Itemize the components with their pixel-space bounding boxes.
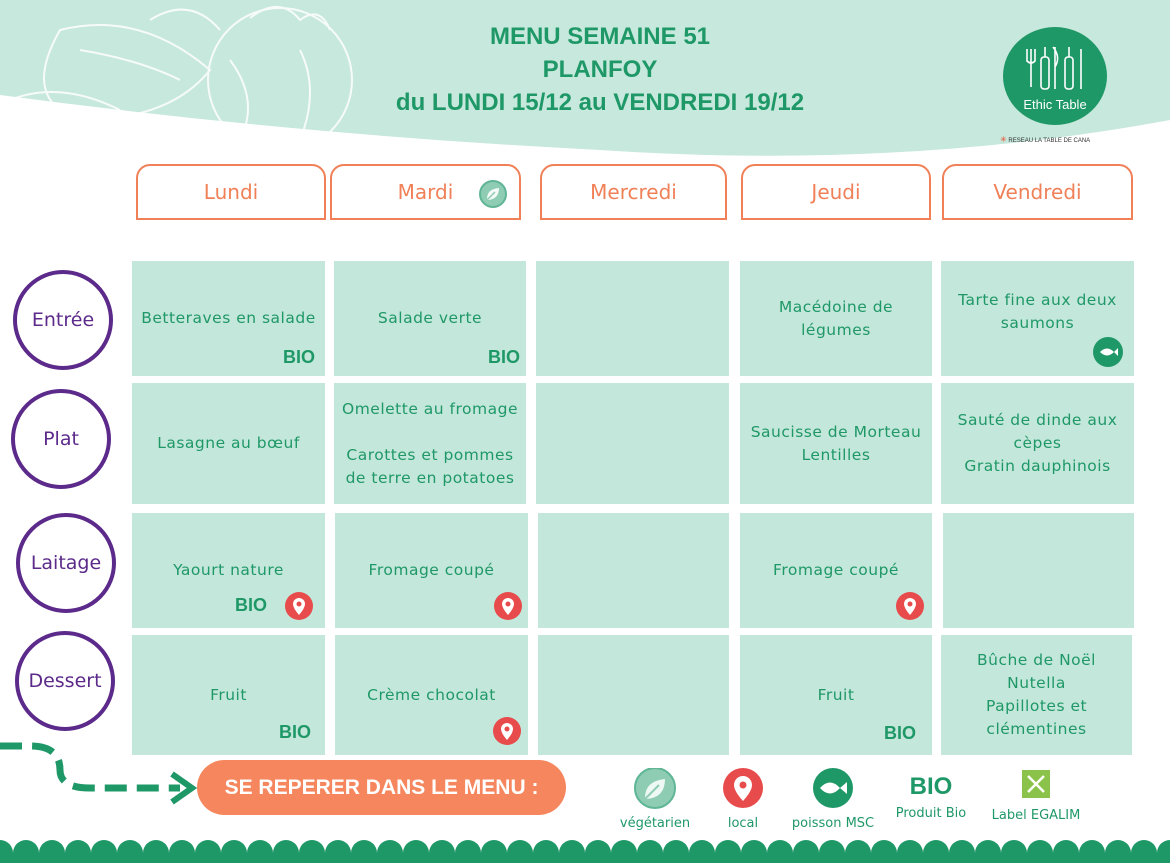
day-label: Jeudi: [811, 180, 861, 204]
day-header-mardi: [330, 164, 521, 220]
location-pin-icon: [285, 592, 313, 620]
legend-local: [713, 768, 773, 831]
menu-cell-laitage-jeudi: [740, 513, 932, 628]
dish-text: Fruit: [210, 685, 247, 704]
title-week: MENU SEMAINE 51: [489, 23, 711, 50]
menu-cell-laitage-mercredi: [538, 513, 729, 628]
row-label-laitage: [16, 513, 116, 613]
legend-poisson-msc: [786, 768, 880, 831]
location-pin-icon: [493, 717, 521, 745]
dish-text: Fromage coupé: [773, 561, 899, 579]
legend-vegetarien: [615, 768, 695, 831]
dish-text: Lasagne au bœuf: [157, 434, 300, 452]
fish-icon: [1093, 337, 1123, 367]
menu-cell-dessert-vendredi: [941, 635, 1132, 755]
dish-text: Tarte fine aux deux saumons: [958, 291, 1117, 332]
menu-cell-plat-mardi: [334, 383, 526, 504]
menu-title: [330, 20, 870, 119]
legend-label: poisson MSC: [791, 816, 875, 831]
logo-text: Ethic Table: [1023, 97, 1087, 112]
day-header-jeudi: [741, 164, 931, 220]
dish-text: Yaourt nature: [173, 561, 284, 579]
day-label: Mardi: [397, 180, 454, 204]
ethic-table-logo: [1001, 25, 1109, 127]
vegetable-illustration: [0, 0, 380, 150]
row-label-text: Entrée: [31, 309, 95, 331]
legend-label: végétarien: [619, 816, 691, 831]
legend-label: local: [727, 816, 759, 831]
day-label: Mercredi: [590, 180, 677, 204]
menu-cell-laitage-lundi: [132, 513, 325, 628]
day-header-vendredi: [942, 164, 1133, 220]
dish-text: Salade verte: [377, 309, 483, 327]
location-pin-icon: [494, 592, 522, 620]
network-label-text: RESEAU LA TABLE DE CANA: [1008, 138, 1091, 144]
dish-text: Omelette au fromage Carottes et pommes de terre en potatoes: [342, 399, 518, 487]
menu-cell-laitage-mardi: [335, 513, 528, 628]
row-label-plat: [11, 389, 111, 489]
network-label: [1000, 135, 1090, 144]
row-label-text: Dessert: [28, 670, 102, 692]
menu-cell-entree-jeudi: [740, 261, 932, 376]
leaf-icon: [479, 180, 507, 208]
menu-cell-dessert-mercredi: [538, 635, 729, 755]
menu-cell-entree-mercredi: [536, 261, 729, 376]
scallop-base: [0, 853, 1170, 863]
legend-produit-bio: [889, 768, 973, 821]
row-label-entree: [13, 270, 113, 370]
dish-text: Bûche de Noël Nutella Papillotes et clémentines: [977, 651, 1096, 738]
day-header-lundi: [136, 164, 326, 220]
location-pin-icon: [721, 768, 765, 812]
dish-text: Fromage coupé: [368, 561, 495, 579]
menu-cell-entree-vendredi: [941, 261, 1134, 376]
dish-text: Betteraves en salade: [141, 309, 316, 327]
legend-label: Produit Bio: [895, 806, 967, 821]
fish-icon: [811, 768, 855, 812]
legend-title-text: SE REPERER DANS LE MENU :: [224, 775, 539, 799]
leaf-icon: [633, 768, 677, 812]
dish-text: Fruit: [817, 685, 855, 704]
scalloped-border: [0, 835, 1170, 863]
day-label: Lundi: [203, 180, 259, 204]
bio-badge: BIO: [278, 722, 311, 742]
legend-egalim: [984, 768, 1088, 823]
legend-title: [197, 760, 566, 815]
dish-text: Crème chocolat: [367, 685, 496, 704]
day-label: Vendredi: [993, 180, 1082, 204]
title-location: PLANFOY: [542, 56, 658, 83]
legend-label: Label EGALIM: [991, 808, 1081, 823]
dashed-arrow-icon: [0, 740, 200, 810]
menu-cell-laitage-vendredi: [943, 513, 1134, 628]
menu-cell-plat-mercredi: [536, 383, 729, 504]
menu-cell-dessert-lundi: [132, 635, 325, 755]
bio-badge: BIO: [282, 347, 315, 367]
menu-cell-entree-lundi: [132, 261, 325, 376]
menu-cell-dessert-mardi: [335, 635, 528, 755]
dish-text: Sauté de dinde aux cèpes Gratin dauphinois: [957, 411, 1118, 475]
dish-text: Macédoine de légumes: [778, 297, 894, 339]
network-star-icon: ✳: [1000, 135, 1007, 144]
row-label-dessert: [15, 631, 115, 731]
location-pin-icon: [896, 592, 924, 620]
menu-cell-dessert-jeudi: [740, 635, 932, 755]
bio-badge: BIO: [487, 347, 520, 367]
bio-badge: BIO: [883, 723, 916, 743]
title-dates: du LUNDI 15/12 au VENDREDI 19/12: [395, 89, 805, 116]
dish-text: Saucisse de Morteau Lentilles: [750, 422, 922, 464]
row-label-text: Laitage: [30, 552, 102, 574]
day-header-mercredi: [540, 164, 727, 220]
bio-badge: BIO: [234, 595, 267, 615]
row-label-text: Plat: [43, 428, 79, 450]
menu-cell-plat-jeudi: [740, 383, 932, 504]
menu-cell-plat-lundi: [132, 383, 325, 504]
menu-cell-plat-vendredi: [941, 383, 1134, 504]
menu-cell-entree-mardi: [334, 261, 526, 376]
egalim-icon: [1014, 768, 1058, 804]
bio-mark: BIO: [909, 773, 953, 800]
